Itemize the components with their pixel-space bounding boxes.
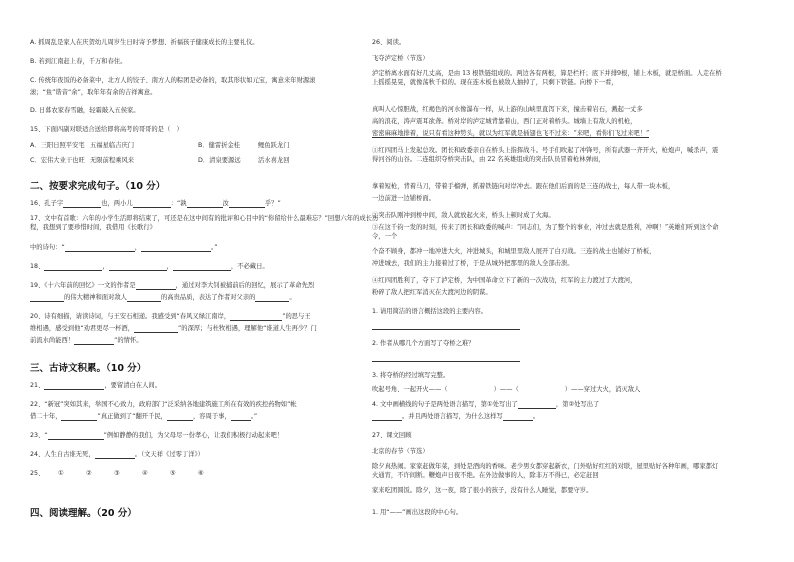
passage-1-title: 飞夺泸定桥（节选） bbox=[372, 55, 429, 62]
section-3-title: 三、古诗文积累。（10 分） bbox=[30, 363, 147, 374]
reading-q1: 1. 请用简洁的语言概括这段的主要内容。 bbox=[372, 308, 488, 315]
q22-text-e: 。” bbox=[250, 413, 258, 420]
question-21 bbox=[30, 381, 161, 390]
q4-text-b: ，第②处写出了 bbox=[555, 401, 600, 408]
q22-blank-3[interactable] bbox=[231, 413, 251, 421]
passage-1-para-3c: 个奋不顾身，都冲一地冲进大火，冲进城头，和城里里敌人展开了白刃战。三连的战士也铺好了桥板， bbox=[372, 248, 656, 255]
option-b: B. 若到江南赶上春，千万和春住。 bbox=[30, 58, 127, 65]
q22-blank-2[interactable] bbox=[167, 413, 193, 421]
q25-item-3: ③ bbox=[114, 470, 120, 477]
question-15: 15、下面四副对联适合送给即将高考的哥哥的是（ ） bbox=[30, 126, 183, 133]
section-2-title: 二、按要求完成句子。（10 分） bbox=[30, 181, 166, 192]
q22-blank-1[interactable] bbox=[61, 413, 97, 421]
q4-blank-2[interactable] bbox=[372, 413, 402, 421]
reading-q3: 3. 将夺桥的经过填写完整。 bbox=[372, 372, 450, 379]
passage-1-para-1c: 高的浪花，涛声震耳欲聋。桥对岸的泸定城背靠着山，西门正对着桥头。城墙上有敌人的机枪， bbox=[372, 118, 637, 125]
q21-num: 21、 bbox=[30, 382, 45, 389]
q15-option-c2: 无限前程乘风来 bbox=[90, 157, 135, 164]
q23-text: ”例如静静的我们，为父母尽一份孝心，让我们积极行动起来吧！ bbox=[103, 432, 284, 439]
question-17: 17、文中有首歌：六年的小学生活即将结束了，可还是在这中间有的批评和心目中的“你留给什么最难忘？”回想六年的成长历程，我想到了要珍惜时间，我借用《长歌行》 bbox=[30, 215, 379, 231]
q20-blank-2[interactable] bbox=[134, 325, 178, 333]
passage-2-para-b: 家来吃团圆饭。除夕，这一夜，除了很小的孩子，没有什么人睡觉，都要守岁。 bbox=[372, 487, 593, 494]
q17-comma: ， bbox=[134, 244, 142, 251]
q15-option-c: C．宏伟大业干也旺 bbox=[30, 157, 85, 164]
q24-text: 24、人生自古谁无死， bbox=[30, 451, 95, 458]
q21-text: ，要留清白在人间。 bbox=[104, 382, 161, 389]
q3-flow-mid: ）——（ bbox=[493, 386, 519, 393]
q20-blank-1[interactable] bbox=[230, 313, 282, 321]
q19-text-b: ，通过对李大钊被捕前后的回忆，展示了革命先烈 bbox=[175, 282, 315, 289]
q15-row-2 bbox=[30, 156, 318, 165]
q4-text: 4. 文中画横线的句子是两处语言描写，第①处写出了 bbox=[372, 401, 518, 408]
q19-text: 19、《十六年前的回忆》一文的作者是 bbox=[30, 282, 136, 289]
q20-blank-3[interactable] bbox=[74, 337, 114, 345]
q20-text-c: 维相遇，感受到他“劝君更尽一杯酒， bbox=[30, 325, 135, 332]
q17-prompt: 中的诗句： bbox=[30, 244, 62, 251]
q16-text-d: 汝 bbox=[222, 200, 229, 207]
q20-text-f: ”的情怀。 bbox=[114, 337, 143, 344]
q25-item-6: ⑥ bbox=[198, 470, 204, 477]
q19-blank-4[interactable] bbox=[255, 294, 289, 302]
question-19-cont bbox=[30, 293, 296, 302]
q20-text-e: 前流水尚能西！ bbox=[30, 337, 75, 344]
option-c: C. 传统年夜饭的必备菜中，北方人的饺子、南方人的粽团是必备的，取其形状如元宝，寓意来年财源滚 bbox=[30, 77, 316, 84]
question-19 bbox=[30, 281, 314, 290]
q15-option-d2: 活水喜龙回 bbox=[258, 157, 290, 164]
q16-text: 16、孔子字 bbox=[30, 200, 64, 207]
q15-option-d: D．清泉要源远 bbox=[198, 157, 241, 164]
q17-blank-1[interactable] bbox=[65, 244, 135, 252]
question-23 bbox=[30, 431, 283, 440]
q16-blank-2[interactable] bbox=[133, 200, 171, 208]
passage-1-para-4: ④红四团胜利了，夺下了泸定桥，为中国革命立下了新的一次战功，红军的主力渡过了大渡河， bbox=[372, 277, 637, 284]
reading-q5: 1. 用“——”画出这段的中心句。 bbox=[372, 509, 463, 516]
q23-blank[interactable] bbox=[48, 432, 104, 440]
question-17-answer bbox=[30, 243, 217, 252]
question-22-cont bbox=[30, 412, 257, 421]
q22-text-b: 借二十年， bbox=[30, 413, 62, 420]
passage-1-para-3b: ③在这千钧一发的时刻，传来了团长和政委的喊声：“同志们，为了整个的事业，冲过去就是胜利，冲啊！”英雄们听到这个命令，一个 bbox=[372, 224, 719, 240]
q19-text-d: 的高贵品质，表达了作者对父亲的 bbox=[160, 294, 256, 301]
passage-1-para-3: ②突击队刚冲到桥中间，敌人就放起火来，桥头上顿时成了火海。 bbox=[372, 212, 555, 219]
reading-q1-answer-line[interactable] bbox=[372, 329, 520, 330]
q16-blank-1[interactable] bbox=[63, 200, 101, 208]
q4-text-c: 。并且两处语言描写，为什么这样写 bbox=[402, 413, 503, 420]
q18-comma-2: ， bbox=[166, 263, 173, 270]
passage-2-para: 除夕真热闹。家家赶做年菜，到处是酒肉的香味。老少男女都穿起新衣，门外贴好红红的对联，屋里贴好各种年画，哪家都灯火通宵，不许间断。鞭炮声日夜不绝。在外边做事的人，除非万不得已，必定赶回 bbox=[372, 463, 719, 479]
option-c-cont: 滚；“鱼”谐音“余”，取年年有余的吉祥寓意。 bbox=[30, 89, 157, 96]
q19-text-c: 的伟大精神和面对敌人 bbox=[64, 294, 127, 301]
q20-text: 20、诗有细描，请读诗词，与王安石相递。我感受到“春风又绿江南岸， bbox=[30, 313, 231, 320]
q19-text-e: 。 bbox=[289, 294, 296, 301]
q4-blank-1[interactable] bbox=[518, 401, 556, 409]
passage-1-para-1d bbox=[372, 129, 649, 138]
q4-blank-3[interactable] bbox=[503, 413, 533, 421]
q17-open-quote: “ bbox=[61, 244, 65, 251]
q19-blank-2[interactable] bbox=[30, 294, 64, 302]
question-25 bbox=[30, 469, 226, 478]
q16-text-e: 乎？” bbox=[264, 200, 281, 207]
reading-q4-cont bbox=[372, 412, 539, 421]
question-18 bbox=[30, 262, 269, 271]
underlined-sentence-1: 密密麻麻地排着，说只有看这种势头，就以为红军就是插翅也飞不过来：“来吧，看你们飞过来吧！” bbox=[372, 130, 650, 137]
q4-text-d: 。 bbox=[532, 413, 540, 420]
section-4-title: 四、阅读理解。（20 分） bbox=[30, 508, 137, 519]
question-20-cont-2 bbox=[30, 336, 143, 345]
question-26: 26、阅读。 bbox=[372, 39, 406, 46]
passage-2-title: 北京的春节（节选） bbox=[372, 448, 429, 455]
question-20-cont bbox=[30, 324, 317, 333]
q18-blank-3[interactable] bbox=[173, 263, 231, 271]
q3-flow-end: ）——穿过大火，消灭敌人 bbox=[564, 386, 641, 393]
q3-flow-start: 吹起号角、一起开火——（ bbox=[372, 386, 448, 393]
option-d: D. 日暮农家春雪融，轻霜敲入五侯家。 bbox=[30, 107, 140, 114]
q15-option-a2: 五福星临吉庆门 bbox=[90, 142, 135, 149]
passage-1-para-4b: 粉碎了敌人把红军消灭在大渡河边的阴谋。 bbox=[372, 289, 492, 296]
q16-text-c: ：“孰 bbox=[170, 200, 187, 207]
q24-source: 。（文天祥《过零丁洋》） bbox=[134, 451, 204, 458]
question-20 bbox=[30, 312, 311, 321]
q15-option-b2: 鲤鱼跃龙门 bbox=[258, 142, 290, 149]
q25-item-2: ② bbox=[86, 470, 92, 477]
q20-text-b: ”的思与王 bbox=[282, 313, 311, 320]
passage-1-para-2c: 一边前进一边铺桥面。 bbox=[372, 195, 435, 202]
q19-blank-1[interactable] bbox=[136, 282, 176, 290]
q22-text-c: ”真正做到了“翻开千民， bbox=[97, 413, 167, 420]
q18-num: 18、 bbox=[30, 263, 45, 270]
q16-text-b: 也，两小儿 bbox=[101, 200, 133, 207]
passage-1-para-2: ①红四团马上发起总攻。团长和政委亲自在桥头上指挥战斗。号手们吹起了冲锋号，所有武器一齐开火，枪炮声，喊杀声，震得河谷的山谷。二连组织夺桥突击队，由 22 名英雄组成的突击队员冒着枪林弹雨， bbox=[372, 147, 719, 163]
q16-blank-3[interactable] bbox=[187, 200, 223, 208]
question-22: 22、“新冠”突如其来，举国不心致力，政府部门“泛采纳各地建筑施工所在有效的疾控药物如”帐 bbox=[30, 401, 297, 408]
q16-blank-4[interactable] bbox=[229, 200, 265, 208]
q20-text-d: ”的深厚；与杜牧相遇，理解他“谁道人生再少？门 bbox=[178, 325, 317, 332]
option-a: A. 抓周乱是家人在庆贺幼儿周岁生日时寄予梦想、祈福孩子健康成长的主要礼仪。 bbox=[30, 39, 259, 46]
passage-1-para-3d: 冲进城去，我们的主力接着过了桥，于是从城外把那里的敌人全部击溃。 bbox=[372, 260, 574, 267]
q17-close-quote: 。” bbox=[211, 244, 218, 251]
q23-open: 23、“ bbox=[30, 432, 48, 439]
q25-item-5: ⑤ bbox=[170, 470, 176, 477]
q19-blank-3[interactable] bbox=[127, 294, 161, 302]
reading-q2-answer-line[interactable] bbox=[372, 361, 520, 362]
reading-q2: 2. 作者从哪几个方面写了夺桥之难？ bbox=[372, 340, 475, 347]
q18-tail: ，不必藏日。 bbox=[230, 263, 269, 270]
q24-blank[interactable] bbox=[95, 451, 135, 459]
passage-1-para-1b: 真叫人心惊胆战，红褐色的河水像瀑布一样，从上游的山峡里直泻下来，撞击着岩石，溅起一丈多 bbox=[372, 106, 643, 113]
reading-q4 bbox=[372, 400, 599, 409]
q25-item-1: ① bbox=[58, 470, 64, 477]
passage-1-para-1: 泸定桥离水面有好几丈高，是由 13 根铁链组成的。两边各有两根，算是栏杆；底下并排9根，铺上木板，就是桥面。人走在桥上摇摇晃晃，就像荡秋千似的。现在连木板也被敌人抽掉了，只剩下铁链。向桥下一看， bbox=[372, 70, 722, 86]
q15-row-1 bbox=[30, 141, 318, 150]
q25-item-4: ④ bbox=[142, 470, 148, 477]
q15-option-a: A．三阳日照平安宅 bbox=[30, 142, 85, 149]
question-16 bbox=[30, 199, 281, 208]
q18-comma-1: ， bbox=[102, 263, 109, 270]
q18-blank-1[interactable] bbox=[44, 263, 102, 271]
reading-q3-flow bbox=[372, 385, 640, 394]
q22-text-d: ，容周于事， bbox=[192, 413, 231, 420]
passage-1-para-2b: 拿着短枪，背着马刀，带着手榴弹，抓着铁链向对岸冲去。跟在他们后面的是三连的战士，每人带一块木板， bbox=[372, 183, 675, 190]
q21-blank[interactable] bbox=[44, 382, 104, 390]
q17-blank-2[interactable] bbox=[141, 244, 211, 252]
q25-num: 25、 bbox=[30, 470, 45, 477]
question-24 bbox=[30, 450, 204, 459]
question-27: 27、课文回顾 bbox=[372, 432, 412, 439]
q18-blank-2[interactable] bbox=[109, 263, 167, 271]
q15-option-b: B．健雷折金桂 bbox=[198, 142, 241, 149]
